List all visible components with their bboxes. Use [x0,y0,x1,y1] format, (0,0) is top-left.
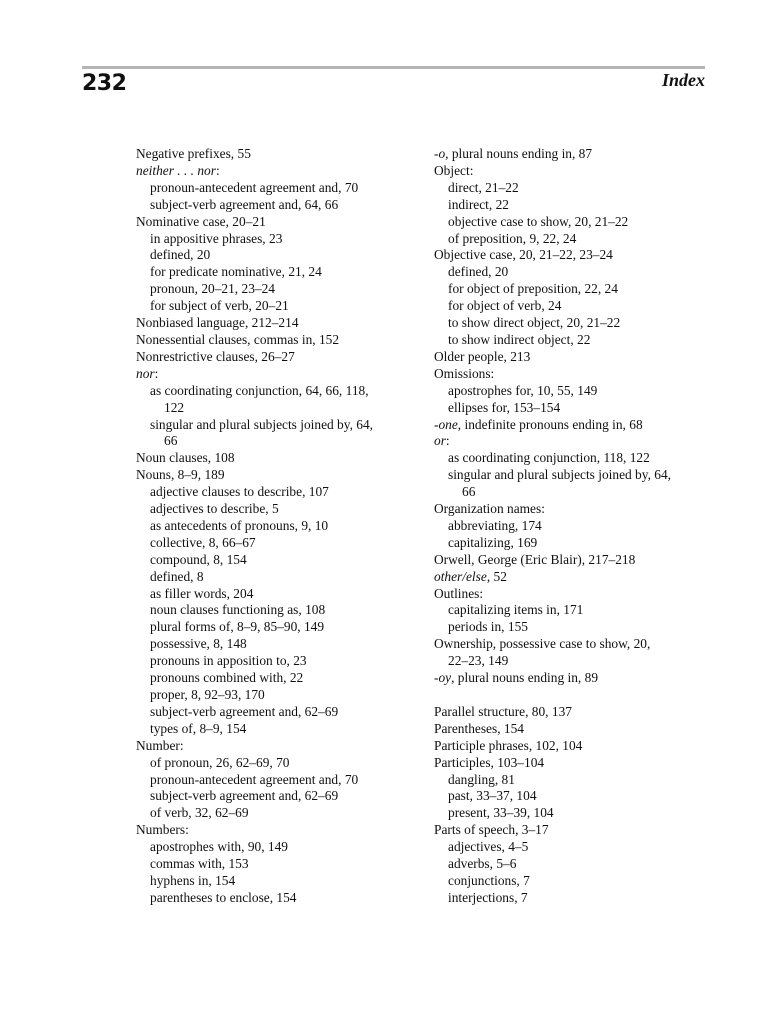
index-text: Organization names: [434,501,545,517]
index-text: pronouns in apposition to, 23 [150,653,307,669]
index-subentry [136,264,406,281]
index-subentry [434,856,709,873]
index-text: , 52 [486,568,507,584]
index-continuation [434,653,709,670]
index-subentry [136,704,406,721]
index-text: adverbs, 5–6 [448,856,517,872]
index-text: pronouns combined with, 22 [150,670,304,686]
index-text: subject-verb agreement and, 62–69 [150,788,339,804]
index-text: Omissions: [434,365,495,381]
index-subentry [136,839,406,856]
index-text: Orwell, George (Eric Blair), 217–218 [434,551,636,567]
index-text: for object of verb, 24 [448,298,562,314]
index-entry [136,738,406,755]
index-subentry [136,180,406,197]
index-subentry [434,805,709,822]
entry-spacer [434,687,709,704]
index-subentry [136,518,406,535]
index-text: possessive, 8, 148 [150,636,247,652]
index-text: of preposition, 9, 22, 24 [448,230,577,246]
index-text: subject-verb agreement and, 64, 66 [150,196,339,212]
index-entry [434,586,709,603]
index-entry [136,332,406,349]
index-entry [136,163,406,180]
index-text: indirect, 22 [448,196,509,212]
index-text: direct, 21–22 [448,179,519,195]
index-text: defined, 20 [448,264,509,280]
index-text: hyphens in, 154 [150,872,236,888]
index-subentry [136,890,406,907]
index-text: conjunctions, 7 [448,872,530,888]
index-text: Noun clauses, 108 [136,450,235,466]
index-text: adjectives to describe, 5 [150,501,279,517]
index-subentry [136,535,406,552]
index-text: Participle phrases, 102, 104 [434,737,583,753]
index-entry [434,755,709,772]
index-subentry [434,231,709,248]
index-text: Nonrestrictive clauses, 26–27 [136,348,295,364]
index-subentry [136,197,406,214]
index-subentry [136,873,406,890]
index-subentry [434,264,709,281]
header-rule [82,66,705,69]
index-entry [434,247,709,264]
index-text: singular and plural subjects joined by, 64, [150,416,374,432]
index-term-italic: -oy [434,670,452,686]
index-text: for subject of verb, 20–21 [150,298,289,314]
index-text: Nouns, 8–9, 189 [136,467,225,483]
index-text: dangling, 81 [448,771,515,787]
index-subentry [434,383,709,400]
index-text: to show direct object, 20, 21–22 [448,315,621,331]
index-text: as antecedents of pronouns, 9, 10 [150,517,329,533]
index-text: Nonessential clauses, commas in, 152 [136,331,340,347]
index-text: Number: [136,737,184,753]
index-subentry [434,467,709,484]
index-text: Parentheses, 154 [434,720,524,736]
index-text: Objective case, 20, 21–22, 23–24 [434,247,613,263]
index-subentry [136,721,406,738]
index-subentry [136,231,406,248]
index-text: 66 [164,433,178,449]
index-text: compound, 8, 154 [150,551,247,567]
index-subentry [434,214,709,231]
index-subentry [434,332,709,349]
index-subentry [136,788,406,805]
index-column-left [136,146,406,907]
index-text: Participles, 103–104 [434,754,545,770]
index-subentry [434,400,709,417]
index-subentry [434,873,709,890]
index-text: as coordinating conjunction, 64, 66, 118, [150,382,369,398]
index-subentry [434,315,709,332]
index-entry [434,163,709,180]
index-entry [434,501,709,518]
index-subentry [434,281,709,298]
index-entry [136,214,406,231]
index-text: of verb, 32, 62–69 [150,805,249,821]
index-text: subject-verb agreement and, 62–69 [150,703,339,719]
index-subentry [136,653,406,670]
index-text: parentheses to enclose, 154 [150,889,297,905]
index-subentry [136,501,406,518]
index-term-italic: other/else [434,568,487,584]
index-subentry [434,518,709,535]
index-text: adjective clauses to describe, 107 [150,484,329,500]
index-text: 22–23, 149 [448,653,509,669]
index-entry [434,704,709,721]
index-entry [434,636,709,653]
index-text: for object of preposition, 22, 24 [448,281,618,297]
index-subentry [136,755,406,772]
index-text: plural forms of, 8–9, 85–90, 149 [150,619,325,635]
index-entry [434,822,709,839]
index-subentry [136,383,406,400]
index-entry [434,721,709,738]
index-text: Nonbiased language, 212–214 [136,315,299,331]
index-text: commas with, 153 [150,856,249,872]
index-text: Object: [434,162,474,178]
index-text: Numbers: [136,822,189,838]
index-entry [136,366,406,383]
index-text: Ownership, possessive case to show, 20, [434,636,651,652]
index-subentry [136,805,406,822]
index-subentry [136,687,406,704]
index-entry [434,366,709,383]
index-text: Negative prefixes, 55 [136,146,251,161]
index-text: periods in, 155 [448,619,528,635]
index-text: defined, 20 [150,247,211,263]
index-entry [434,552,709,569]
index-subentry [434,450,709,467]
index-subentry [136,281,406,298]
index-text: proper, 8, 92–93, 170 [150,687,265,702]
index-entry [434,417,709,434]
index-entry [136,467,406,484]
index-subentry [136,772,406,789]
page-number: 232 [82,71,127,96]
index-subentry [434,772,709,789]
index-column-right [434,146,709,907]
index-text: present, 33–39, 104 [448,805,554,821]
index-text: , indefinite pronouns ending in, 68 [457,416,643,432]
index-subentry [434,298,709,315]
index-text: to show indirect object, 22 [448,331,591,347]
index-text: Nominative case, 20–21 [136,213,266,229]
index-continuation [136,433,406,450]
index-text: , plural nouns ending in, 89 [451,670,599,686]
index-text: of pronoun, 26, 62–69, 70 [150,754,290,770]
index-subentry [136,586,406,603]
index-subentry [136,417,406,434]
index-term-italic: or [434,433,446,449]
index-text: Older people, 213 [434,348,531,364]
index-text: types of, 8–9, 154 [150,720,247,736]
index-entry [434,146,709,163]
index-text: singular and plural subjects joined by, 64, [448,467,672,483]
index-subentry [434,535,709,552]
index-text: capitalizing, 169 [448,534,538,550]
index-text: in appositive phrases, 23 [150,230,283,246]
index-text: Parts of speech, 3–17 [434,822,549,838]
index-subentry [434,602,709,619]
index-entry [434,433,709,450]
index-text: : [154,365,159,381]
index-text: for predicate nominative, 21, 24 [150,264,322,280]
index-entry [136,349,406,366]
index-entry [434,569,709,586]
index-text: Parallel structure, 80, 137 [434,703,572,719]
index-text: abbreviating, 174 [448,517,542,533]
index-text: Outlines: [434,585,484,601]
index-subentry [136,670,406,687]
index-subentry [136,298,406,315]
index-entry [136,315,406,332]
index-text: pronoun-antecedent agreement and, 70 [150,179,359,195]
index-subentry [136,856,406,873]
index-text: apostrophes for, 10, 55, 149 [448,382,598,398]
index-text: , plural nouns ending in, 87 [445,146,593,161]
index-text: capitalizing items in, 171 [448,602,584,618]
index-text: as filler words, 204 [150,585,254,601]
index-text: ellipses for, 153–154 [448,399,561,415]
index-text: pronoun-antecedent agreement and, 70 [150,771,359,787]
index-term-italic: nor [136,365,155,381]
index-subentry [136,484,406,501]
index-text: collective, 8, 66–67 [150,534,256,550]
index-continuation [434,484,709,501]
index-text: interjections, 7 [448,889,528,905]
running-head: Index [661,70,705,90]
index-text: 122 [164,399,185,415]
index-text: adjectives, 4–5 [448,839,529,855]
index-text: as coordinating conjunction, 118, 122 [448,450,650,466]
index-subentry [434,619,709,636]
index-text: pronoun, 20–21, 23–24 [150,281,275,297]
index-subentry [136,602,406,619]
index-term-italic: -o [434,146,446,161]
index-subentry [136,619,406,636]
index-text: objective case to show, 20, 21–22 [448,213,629,229]
index-entry [434,670,709,687]
index-text: noun clauses functioning as, 108 [150,602,326,618]
index-subentry [136,569,406,586]
index-entry [434,738,709,755]
index-text: defined, 8 [150,568,204,584]
index-text: 66 [462,484,476,500]
index-subentry [434,180,709,197]
index-text: apostrophes with, 90, 149 [150,839,288,855]
index-term-italic: neither . . . nor [136,162,216,178]
index-entry [136,822,406,839]
index-subentry [434,890,709,907]
index-subentry [136,247,406,264]
index-term-italic: -one [434,416,458,432]
index-entry [136,450,406,467]
index-text: : [445,433,450,449]
index-subentry [434,839,709,856]
index-subentry [434,197,709,214]
index-text: : [215,162,220,178]
index-text: past, 33–37, 104 [448,788,537,804]
index-subentry [136,552,406,569]
index-subentry [136,636,406,653]
index-subentry [434,788,709,805]
index-continuation [136,400,406,417]
index-entry [136,146,406,163]
index-entry [434,349,709,366]
